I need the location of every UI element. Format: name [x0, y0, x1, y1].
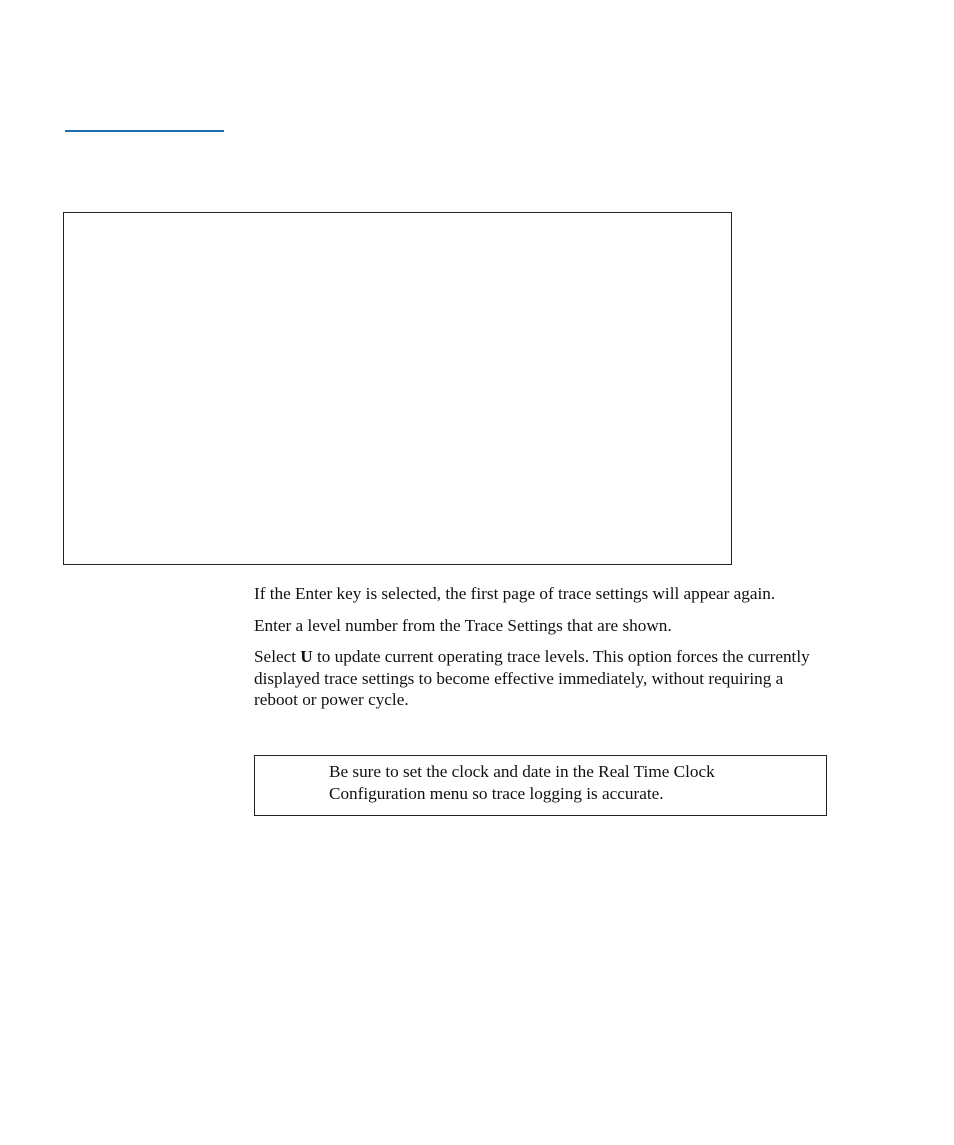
header-rule: [65, 130, 224, 132]
update-key: U: [300, 647, 313, 666]
update-suffix: to update current operating trace levels. This option forces the currently displayed trace settings to become effective immediately, without requiring a reboot or power cycle.: [254, 647, 810, 709]
screen-capture-box: [63, 212, 732, 565]
body-text: [254, 583, 829, 721]
note-box: [254, 755, 827, 816]
paragraph-enter-key: If the Enter key is selected, the first page of trace settings will appear again.: [254, 584, 776, 603]
paragraph-level-number: Enter a level number from the Trace Settings that are shown.: [254, 615, 672, 635]
update-prefix: Select: [254, 647, 301, 666]
note-text: Be sure to set the clock and date in the Real Time Clock Configuration menu so trace logging is accurate.: [329, 762, 715, 803]
paragraph-update: [254, 646, 829, 711]
